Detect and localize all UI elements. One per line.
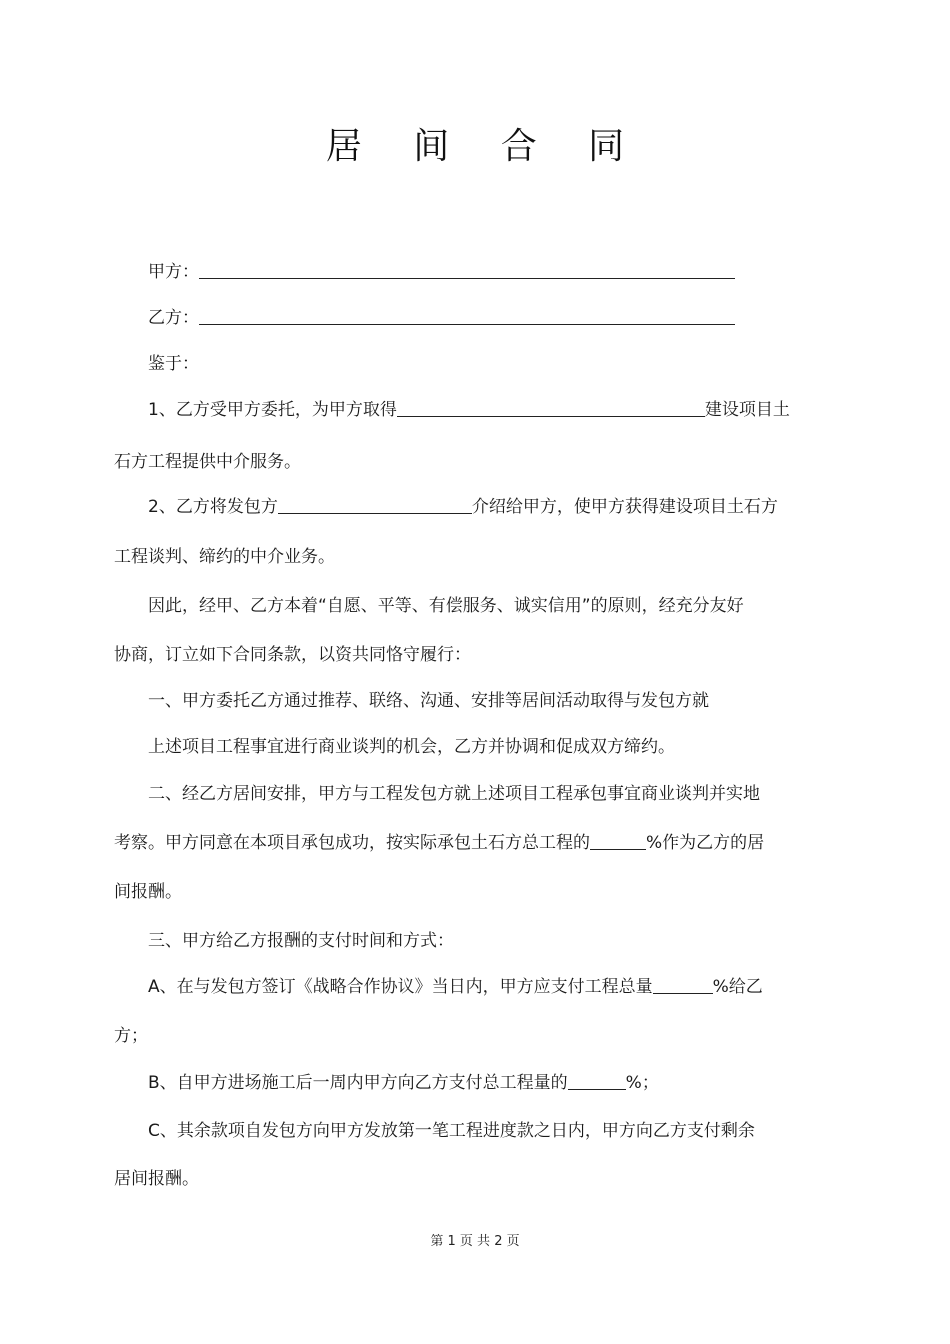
party-a-line [148, 260, 844, 284]
clause3-b-percent-blank[interactable] [568, 1071, 626, 1090]
clause3-c-line2: 居间报酬。 [114, 1169, 199, 1189]
intro-line2: 协商，订立如下合同条款，以资共同恪守履行： [114, 645, 471, 665]
item1-line2: 石方工程提供中介服务。 [114, 452, 301, 472]
clause1-line1: 一、甲方委托乙方通过推荐、联络、沟通、安排等居间活动取得与发包方就 [148, 691, 709, 711]
clause3-c-line1: C、其余款项自发包方向甲方发放第一笔工程进度款之日内，甲方向乙方支付剩余 [148, 1121, 755, 1141]
clause3-a-line1 [148, 975, 844, 999]
item2-blank[interactable] [278, 495, 472, 514]
whereas-heading: 鉴于： [148, 354, 199, 374]
party-b-line [148, 306, 844, 330]
item1-text-pre: 1、乙方受甲方委托，为甲方取得 [148, 400, 397, 420]
clause3-b-text-pre: B、自甲方进场施工后一周内甲方向乙方支付总工程量的 [148, 1073, 568, 1093]
party-b-label: 乙方： [148, 308, 199, 328]
clause2-line2 [114, 831, 844, 855]
clause3-a-text-post: %给乙 [712, 977, 763, 997]
clause3-a-text-pre: A、在与发包方签订《战略合作协议》当日内，甲方应支付工程总量 [148, 977, 653, 997]
item1-blank[interactable] [397, 398, 705, 417]
clause2-text-pre: 考察。甲方同意在本项目承包成功，按实际承包土石方总工程的 [114, 833, 590, 853]
item1-text-post: 建设项目土 [704, 400, 790, 420]
clause3-b-line [148, 1071, 844, 1095]
party-a-label: 甲方： [148, 262, 199, 282]
page-footer: 第 1 页 共 2 页 [430, 1234, 520, 1249]
item2-line1 [148, 495, 844, 519]
party-b-blank[interactable] [199, 306, 735, 325]
party-a-blank[interactable] [199, 260, 735, 279]
item2-text-pre: 2、乙方将发包方 [148, 497, 278, 517]
intro-line1: 因此，经甲、乙方本着“自愿、平等、有偿服务、诚实信用”的原则，经充分友好 [148, 596, 744, 616]
item2-line2: 工程谈判、缔约的中介业务。 [114, 547, 335, 567]
clause2-line3: 间报酬。 [114, 882, 182, 902]
item2-text-post: 介绍给甲方，使甲方获得建设项目土石方 [471, 497, 778, 517]
clause3-a-line2: 方； [114, 1026, 148, 1046]
clause3-heading: 三、甲方给乙方报酬的支付时间和方式： [148, 931, 454, 951]
document-title: 居 间 合 同 [325, 126, 645, 167]
clause3-a-percent-blank[interactable] [653, 975, 713, 994]
clause2-percent-blank[interactable] [590, 831, 646, 850]
clause2-text-post: %作为乙方的居 [646, 833, 765, 853]
clause1-line2: 上述项目工程事宜进行商业谈判的机会，乙方并协调和促成双方缔约。 [148, 737, 675, 757]
clause3-b-text-post: %； [625, 1073, 659, 1093]
clause2-line1: 二、经乙方居间安排，甲方与工程发包方就上述项目工程承包事宜商业谈判并实地 [148, 784, 760, 804]
item1-line1 [148, 398, 844, 422]
